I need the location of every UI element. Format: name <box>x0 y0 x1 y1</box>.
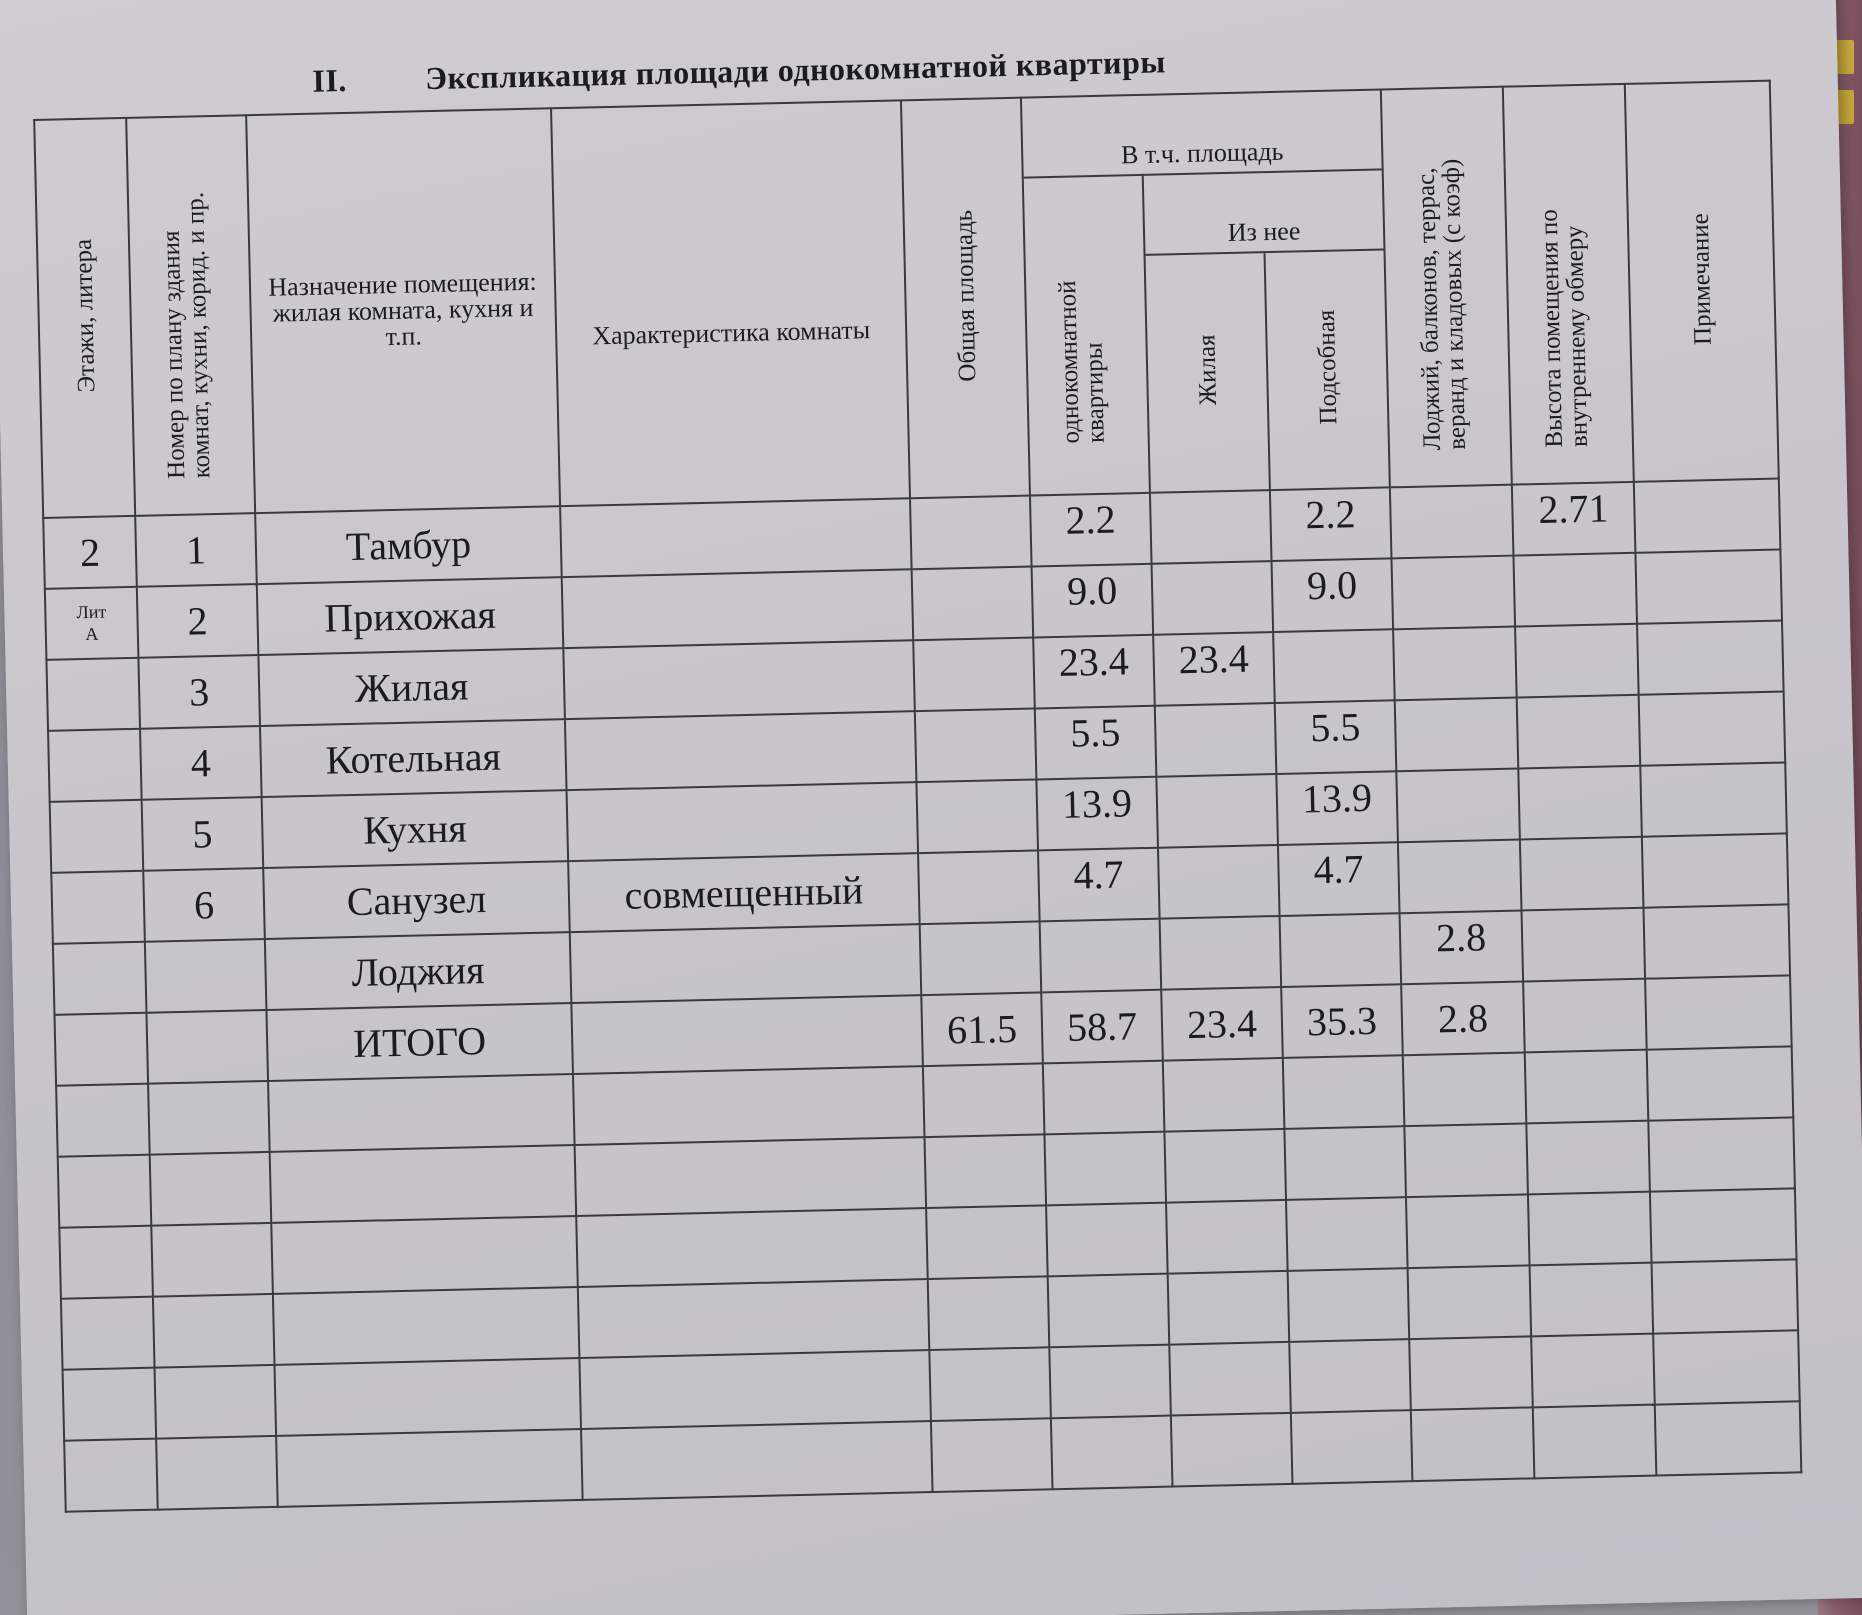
header-floor: Этажи, литера <box>34 118 135 518</box>
litera-value: А <box>85 623 99 644</box>
cell-floor <box>48 729 142 802</box>
cell-auxiliary: 4.7 <box>1278 842 1400 916</box>
cell-living: 23.4 <box>1153 632 1275 706</box>
cell-height <box>1518 766 1642 840</box>
cell-room: Кухня <box>262 790 569 868</box>
cell-total <box>920 921 1042 995</box>
cell-total <box>910 496 1032 570</box>
cell-total: 61.5 <box>921 992 1043 1066</box>
cell-auxiliary: 9.0 <box>1272 558 1394 632</box>
cell-apartment: 4.7 <box>1038 848 1160 922</box>
cell-total <box>915 708 1037 782</box>
cell-total <box>913 638 1035 712</box>
section-number: II. <box>311 61 348 99</box>
cell-loggia <box>1396 769 1520 843</box>
cell-height <box>1520 837 1644 911</box>
cell-floor <box>45 587 139 660</box>
cell-auxiliary: 5.5 <box>1275 700 1397 774</box>
cell-note <box>1643 904 1790 978</box>
section-title: Экспликация площади однокомнатной квартиры <box>424 43 1167 97</box>
cell-room: ИТОГО <box>266 1003 573 1081</box>
cell-number: 3 <box>138 655 260 729</box>
cell-height <box>1522 908 1646 982</box>
cell-number: 6 <box>143 868 265 942</box>
cell-note <box>1645 975 1792 1049</box>
cell-total <box>918 850 1040 924</box>
cell-loggia: 2.8 <box>1400 910 1524 984</box>
header-total-area: Общая площадь <box>901 98 1030 499</box>
header-note: Примечание <box>1625 81 1779 482</box>
cell-room: Прихожая <box>257 577 564 655</box>
cell-characteristic: совмещенный <box>568 853 920 932</box>
cell-number: 2 <box>137 584 259 658</box>
cell-total <box>912 567 1034 641</box>
cell-room: Лоджия <box>265 932 572 1010</box>
cell-characteristic <box>570 924 922 1003</box>
cell-living: 23.4 <box>1161 987 1283 1061</box>
cell-note <box>1634 479 1781 553</box>
header-purpose: Назначение помещения: жилая комната, кухня и т.п. <box>246 108 560 513</box>
cell-floor: 2 <box>43 516 137 589</box>
cell-height <box>1523 979 1647 1053</box>
cell-note <box>1640 762 1787 836</box>
header-including-area: В т.ч. площадь <box>1021 89 1383 177</box>
header-auxiliary: Подсобная <box>1265 249 1390 490</box>
cell-living <box>1150 490 1272 564</box>
header-height: Высота помещения по внутреннему обмеру <box>1503 84 1634 485</box>
cell-living <box>1160 916 1282 990</box>
cell-total <box>916 779 1038 853</box>
cell-number: 5 <box>142 797 264 871</box>
cell-room: Тамбур <box>255 506 562 584</box>
header-number: Номер по плану здания комнат, кухни, корид. и пр. <box>126 115 255 516</box>
cell-floor <box>53 942 147 1015</box>
cell-height: 2.71 <box>1512 482 1636 556</box>
header-living: Жилая <box>1145 252 1270 493</box>
cell-living <box>1156 774 1278 848</box>
cell-auxiliary: 35.3 <box>1281 984 1403 1058</box>
cell-note <box>1642 833 1789 907</box>
cell-living <box>1155 703 1277 777</box>
header-characteristic: Характеристика комнаты <box>551 100 910 506</box>
cell-room: Жилая <box>258 648 565 726</box>
cell-room: Санузел <box>263 861 570 939</box>
cell-living <box>1152 561 1274 635</box>
cell-loggia: 2.8 <box>1401 981 1525 1055</box>
cell-floor <box>54 1013 148 1086</box>
cell-auxiliary <box>1280 913 1402 987</box>
explication-table <box>33 80 1802 1513</box>
cell-characteristic <box>563 640 915 719</box>
cell-height <box>1515 624 1639 698</box>
cell-characteristic <box>560 498 912 577</box>
cell-auxiliary: 13.9 <box>1276 771 1398 845</box>
cell-floor <box>51 871 145 944</box>
cell-note <box>1639 691 1786 765</box>
cell-number <box>146 1010 268 1084</box>
cell-number <box>145 939 267 1013</box>
cell-height <box>1513 553 1637 627</box>
cell-apartment: 23.4 <box>1033 635 1155 709</box>
cell-number: 1 <box>135 513 257 587</box>
cell-auxiliary: 2.2 <box>1270 487 1392 561</box>
cell-characteristic <box>567 782 919 861</box>
header-of-which: Из нее <box>1143 169 1385 254</box>
cell-height <box>1517 695 1641 769</box>
cell-characteristic <box>562 569 914 648</box>
cell-apartment <box>1040 919 1162 993</box>
cell-characteristic <box>571 995 923 1074</box>
cell-apartment: 13.9 <box>1036 777 1158 851</box>
cell-loggia <box>1398 840 1522 914</box>
cell-loggia <box>1393 627 1517 701</box>
cell-living <box>1158 845 1280 919</box>
cell-room: Котельная <box>260 719 567 797</box>
cell-floor <box>46 658 140 731</box>
cell-note <box>1635 550 1782 624</box>
cell-characteristic <box>565 711 917 790</box>
cell-floor <box>50 800 144 873</box>
cell-loggia <box>1390 485 1514 559</box>
header-apartment: однокомнатной квартиры <box>1023 175 1150 496</box>
cell-auxiliary <box>1273 629 1395 703</box>
cell-apartment: 2.2 <box>1030 493 1152 567</box>
cell-number: 4 <box>140 726 262 800</box>
cell-loggia <box>1391 556 1515 630</box>
cell-apartment: 9.0 <box>1032 564 1154 638</box>
cell-note <box>1637 621 1784 695</box>
cell-apartment: 5.5 <box>1035 706 1157 780</box>
litera-label: Лит <box>76 601 107 623</box>
cell-apartment: 58.7 <box>1041 990 1163 1064</box>
header-loggias: Лоджий, балконов, террас, веранд и кладовых (с коэф) <box>1381 87 1512 488</box>
cell-loggia <box>1395 698 1519 772</box>
